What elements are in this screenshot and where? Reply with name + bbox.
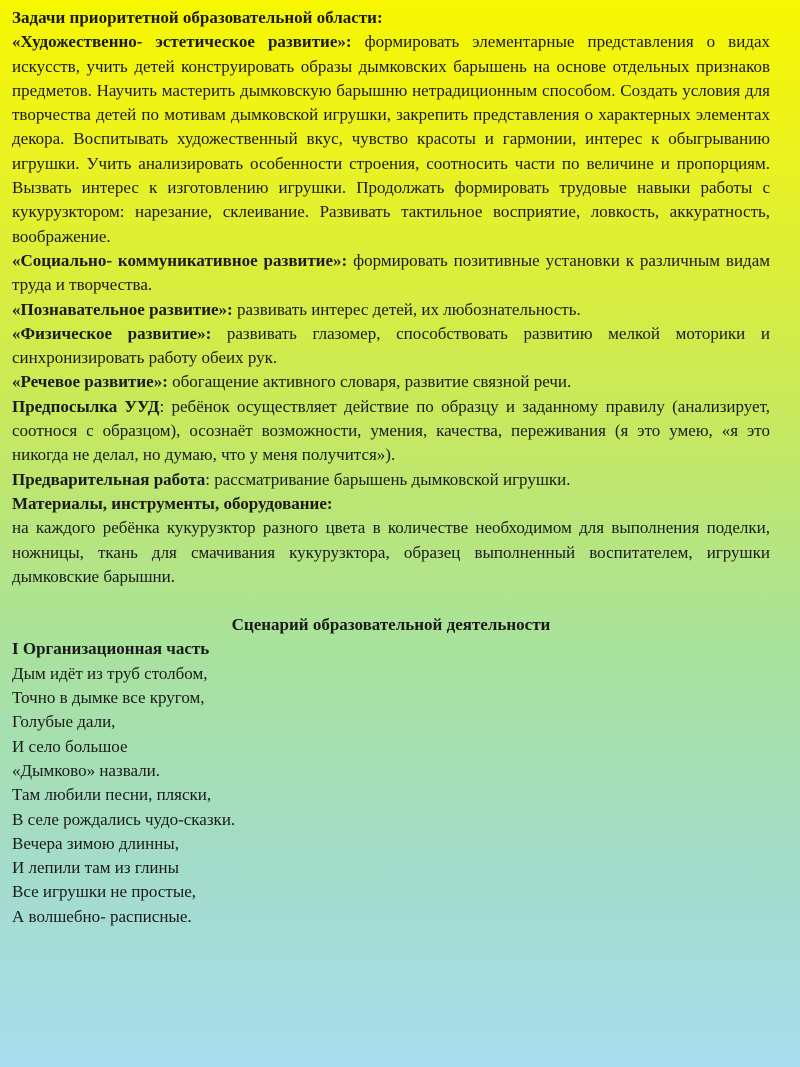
poem-line: Дым идёт из труб столбом, xyxy=(12,663,208,683)
task-label: «Социально- коммуникативное развитие»: xyxy=(12,250,348,270)
task-text: формировать элементарные представления о видах искусств, учить детей конструировать образы дымковских барышень на основе отдельных признаков предметов. Научить мастерить дымковскую барышню нетрадиционным способом. Создать условия для творчества детей по мотивам дымковской игрушки, закрепить представления о характерных элементах декора. Воспитывать художественный вкус, чувство красоты и гармонии, интерес к обыгрыванию игрушки. Учить анализировать особенности строения, соотносить части по величине и пропорциям. Вызвать интерес к изготовлению игрушки. Продолжать формировать трудовые навыки работы с кукурузктором: нарезание, склеивание. Развивать тактильное восприятие, ловкость, аккуратность, воображение. xyxy=(12,32,770,246)
document-title: Задачи приоритетной образовательной области: xyxy=(12,8,383,27)
task-label: «Речевое развитие»: xyxy=(12,372,168,392)
materials-heading: Материалы, инструменты, оборудование: xyxy=(12,493,333,513)
task-label: «Художественно- эстетическое развитие»: xyxy=(12,32,352,52)
poem xyxy=(12,662,770,929)
task-label: «Физическое развитие»: xyxy=(12,323,212,343)
task-text: развивать глазомер, способствовать развитию мелкой моторики и синхронизировать работу обеих рук. xyxy=(12,323,770,368)
task-text: развивать интерес детей, их любознательность. xyxy=(232,299,581,319)
task-cognitive xyxy=(12,298,770,322)
scenario-title: Сценарий образовательной деятельности xyxy=(231,615,551,635)
poem-line: Точно в дымке все кругом, xyxy=(12,688,205,708)
poem-line: Голубые дали, xyxy=(12,712,116,732)
task-text: формировать позитивные установки к различным видам труда и творчества. xyxy=(12,250,770,295)
materials-text: на каждого ребёнка кукурузктор разного цвета в количестве необходимом для выполнения поделки, ножницы, ткань для смачивания кукурузктора, образец выполненный воспитателем, игрушки дымковские барышни. xyxy=(12,518,770,586)
task-physical xyxy=(12,322,770,371)
task-preliminary xyxy=(12,468,770,492)
poem-line: В селе рождались чудо-сказки. xyxy=(12,809,236,829)
poem-line: Вечера зимою длинны, xyxy=(12,833,179,853)
poem-line: И село большое xyxy=(12,736,128,756)
task-text: : ребёнок осуществляет действие по образцу и заданному правилу (анализирует, соотнося с образцом), осознаёт возможности, умения, качества, переживания (я это умею, «я это никогда не делал, но думаю, что у меня получится»). xyxy=(12,396,771,465)
part-title: I Организационная часть xyxy=(12,639,210,659)
task-label: Предпосылка УУД xyxy=(12,396,160,416)
document-page xyxy=(12,6,770,929)
task-artistic xyxy=(12,30,770,249)
poem-line: «Дымково» назвали. xyxy=(12,760,161,780)
task-label: Предварительная работа xyxy=(12,469,206,489)
poem-line: И лепили там из глины xyxy=(12,858,180,878)
poem-line: Все игрушки не простые, xyxy=(12,882,197,902)
task-text: обогащение активного словаря, развитие связной речи. xyxy=(167,372,572,392)
task-uud xyxy=(12,395,770,468)
task-social xyxy=(12,249,770,298)
task-speech xyxy=(12,370,770,394)
task-label: «Познавательное развитие»: xyxy=(12,299,233,319)
task-text: : рассматривание барышень дымковской игрушки. xyxy=(205,469,571,489)
poem-line: Там любили песни, пляски, xyxy=(12,785,212,805)
poem-line: А волшебно- расписные. xyxy=(12,906,192,926)
